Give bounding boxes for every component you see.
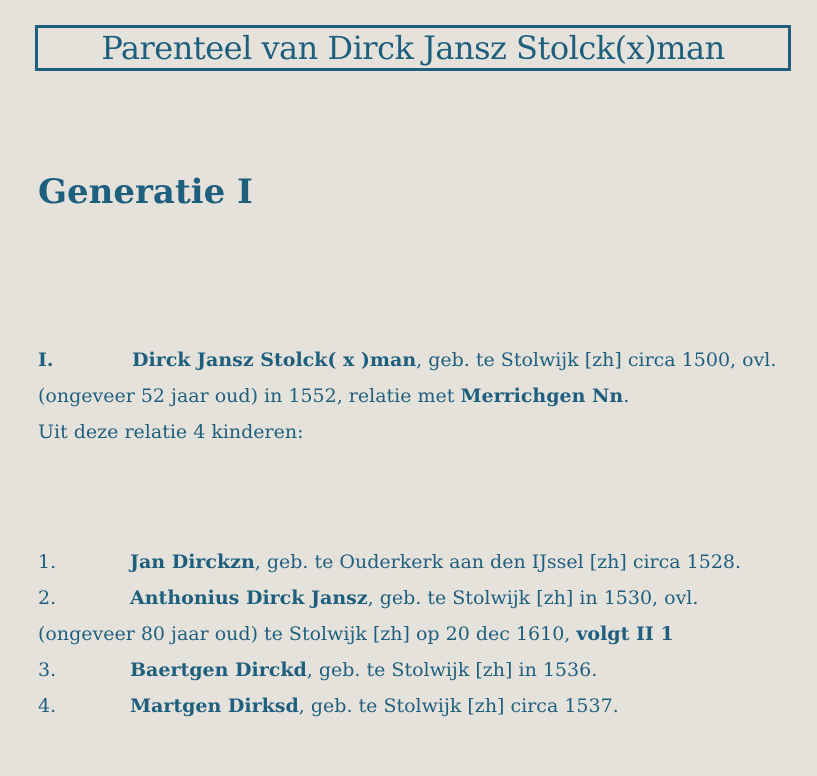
person-detail-2: (ongeveer 52 jaar oud) in 1552, relatie met	[38, 385, 461, 407]
follow-reference: volgt II 1	[576, 623, 674, 645]
person-entry	[38, 342, 778, 450]
child-number: 4.	[38, 695, 57, 717]
person-number: I.	[38, 349, 54, 371]
child-name: Anthonius Dirck Jansz	[130, 587, 368, 609]
page-title: Parenteel van Dirck Jansz Stolck(x)man	[101, 29, 725, 67]
child-number: 1.	[38, 551, 57, 573]
child-name: Jan Dirckzn	[130, 551, 255, 573]
child-entry-3	[38, 652, 778, 688]
title-box	[35, 25, 791, 71]
children-intro: Uit deze relatie 4 kinderen:	[38, 421, 304, 443]
child-details: , geb. te Stolwijk [zh] in 1530, ovl.	[367, 587, 699, 609]
child-entry-1	[38, 544, 778, 580]
child-details: , geb. te Ouderkerk aan den IJssel [zh] circa 1528.	[254, 551, 742, 573]
child-entry-4	[38, 688, 778, 724]
child-number: 2.	[38, 587, 57, 609]
partner-name: Merrichgen Nn	[460, 385, 624, 407]
person-detail-1: , geb. te Stolwijk [zh] circa 1500, ovl.	[416, 349, 777, 371]
child-name: Baertgen Dirckd	[130, 659, 307, 681]
child-entry-2	[38, 580, 778, 616]
child-details: , geb. te Stolwijk [zh] in 1536.	[306, 659, 598, 681]
person-name: Dirck Jansz Stolck( x )man	[132, 349, 417, 371]
person-line-2	[38, 378, 778, 414]
child-details: , geb. te Stolwijk [zh] circa 1537.	[298, 695, 619, 717]
person-line-1	[38, 342, 778, 378]
child-entry-2-continued	[38, 616, 778, 652]
generation-heading: Generatie I	[38, 172, 253, 212]
child-number: 3.	[38, 659, 57, 681]
children-list	[38, 544, 778, 724]
person-detail-2-end: .	[623, 385, 630, 407]
child-name: Martgen Dirksd	[130, 695, 299, 717]
child-details-line-2: (ongeveer 80 jaar oud) te Stolwijk [zh] op 20 dec 1610,	[38, 623, 577, 645]
